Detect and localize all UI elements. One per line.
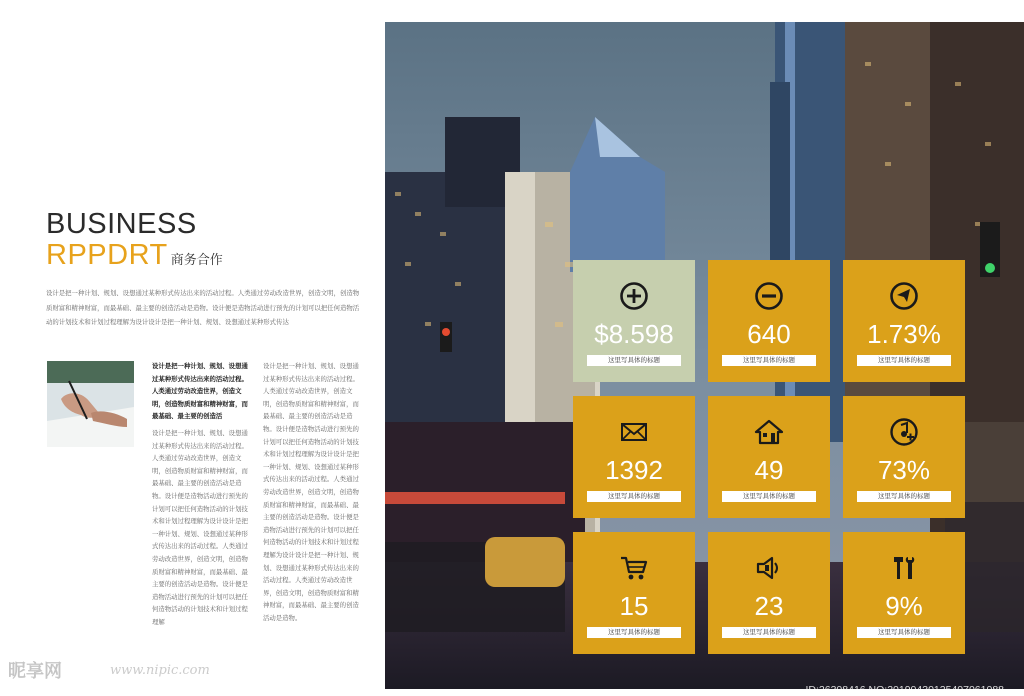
stat-value: 1.73% <box>867 319 941 349</box>
stat-caption: 这里写具体的标题 <box>587 491 681 502</box>
stat-value: 640 <box>747 319 791 349</box>
stat-caption: 这里写具体的标题 <box>722 491 816 502</box>
stat-caption: 这里写具体的标题 <box>857 627 951 638</box>
column-1-lead: 设计是把一种计划、规划、设想通过某种形式传达出来的活动过程。人类通过劳动改造世界，创造文明，创造物质财富和精神财富，而最基础、最主要的创造活 <box>152 362 248 421</box>
speaker-icon <box>753 552 785 584</box>
column-2-body: 设计是把一种计划、规划、设想通过某种形式传达出来的活动过程。人类通过劳动改造世界，创造文明，创造物质财富和精神财富，而最基础、最主要的创造活动是造物。设计便是造物活动进行预先的计划可以把任何造物活动的计划技术和计划过程理解为设计设计是把一种计划、规划、设想通过某种形式传达出来的活动过程。人类通过劳动改造世界，创造文明，创造物质财富和精神财富，而最基础、最主要的创造活动是造物。设计便是造物活动进行预先的计划可以把任何造物活动的计划技术和计划过程理解为设计设计是把一种计划、规划、设想通过某种形式传达出来的活动过程。人类通过劳动改造世界，创造文明，创造物质财富和精神财富，而最基础、最主要的创造活动是造物。 <box>263 362 359 622</box>
subtitle-en: RPPDRT <box>46 239 168 271</box>
column-1-body: 设计是把一种计划、规划、设想通过某种形式传达出来的活动过程。人类通过劳动改造世界，创造文明，创造物质财富和精神财富，而最基础、最主要的创造活动是造物。设计便是造物活动进行预先的计划可以把任何造物活动的计划技术和计划过程理解为设计设计是把一种计划、规划、设想通过某种形式传达出来的活动过程。人类通过劳动改造世界，创造文明，创造物质财富和精神财富，而最基础、最主要的创造活动是造物。设计便是造物活动进行预先的计划可以把任何造物活动的计划技术和计划过程理解 <box>152 428 248 626</box>
stat-caption: 这里写具体的标题 <box>587 627 681 638</box>
stat-value: 1392 <box>605 455 663 485</box>
stat-tile <box>843 260 965 382</box>
stat-caption: 这里写具体的标题 <box>857 355 951 366</box>
tools-icon <box>888 552 920 584</box>
stat-tile <box>843 396 965 518</box>
stat-tile <box>573 532 695 654</box>
stat-value: 23 <box>754 591 784 621</box>
stat-value: 49 <box>754 455 784 485</box>
stat-tile <box>708 396 830 518</box>
stat-value: 15 <box>619 591 649 621</box>
mail-icon <box>618 416 650 448</box>
stat-tile <box>843 532 965 654</box>
cart-icon <box>618 552 650 584</box>
stat-caption: 这里写具体的标题 <box>722 355 816 366</box>
stat-tile <box>708 532 830 654</box>
minus-circle-icon <box>753 280 785 312</box>
stat-value: 73% <box>877 455 931 485</box>
plus-circle-icon <box>618 280 650 312</box>
page-title: BUSINESS <box>46 208 197 240</box>
stat-tile <box>708 260 830 382</box>
navigation-arrow-icon <box>888 280 920 312</box>
left-page <box>0 0 385 689</box>
subtitle-cn: 商务合作 <box>170 253 223 268</box>
stat-caption: 这里写具体的标题 <box>587 355 681 366</box>
intro-paragraph: 设计是把一种计划、规划、设想通过某种形式传达出来的活动过程。人类通过劳动改造世界，创造文明，创造物质财富和精神财富，而最基础、最主要的创造活动是造物。设计便是造物活动进行预先的计划可以把任何造物活动的计划技术和计划过程理解为设计设计是把一种计划、规划、设想通过某种形式传达 <box>46 289 360 327</box>
stat-caption: 这里写具体的标题 <box>857 491 951 502</box>
watermark-id: ID:26308416 NO:20190430125407061088 <box>805 684 1004 696</box>
stat-tile <box>573 260 695 382</box>
stat-tile <box>573 396 695 518</box>
text-column-2 <box>263 360 361 628</box>
stat-value: 9% <box>885 591 923 621</box>
stat-caption: 这里写具体的标题 <box>722 627 816 638</box>
watermark-logo: 昵享网 <box>8 661 62 682</box>
writing-hand-photo <box>47 361 134 447</box>
watermark-url: www.nipic.com <box>110 663 210 678</box>
city-photo-page <box>385 22 1024 696</box>
stat-value: $8.598 <box>594 319 674 349</box>
subtitle-row <box>46 240 223 270</box>
music-add-icon <box>888 416 920 448</box>
home-icon <box>753 416 785 448</box>
text-column-1 <box>152 360 250 632</box>
